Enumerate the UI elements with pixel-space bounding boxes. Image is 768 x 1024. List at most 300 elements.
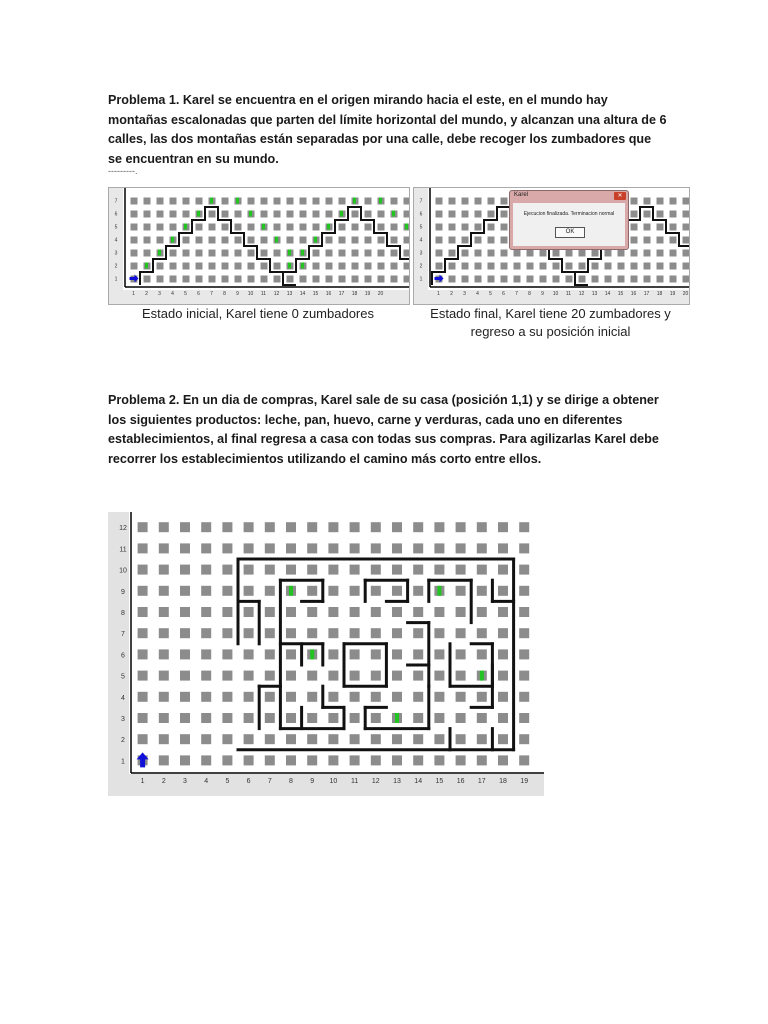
world-block (413, 522, 423, 532)
world-block (365, 237, 372, 244)
world-block (456, 671, 466, 681)
world-block (392, 692, 402, 702)
world-block (244, 565, 254, 575)
dialog-title: Karel (514, 192, 529, 198)
world-block (378, 211, 385, 218)
beeper (210, 198, 213, 204)
world-block (222, 198, 229, 205)
axis-x-label: 7 (267, 778, 272, 785)
world-block (391, 237, 398, 244)
world-block (519, 522, 529, 532)
world-block (244, 671, 254, 681)
world-block (138, 734, 148, 744)
world-block (392, 522, 402, 532)
world-block (434, 565, 444, 575)
world-block (235, 263, 242, 270)
world-block (501, 250, 508, 257)
world-block (244, 522, 254, 532)
world-block (131, 250, 138, 257)
world-block (391, 198, 398, 205)
world-block (404, 276, 410, 283)
world-block (413, 671, 423, 681)
world-block (456, 586, 466, 596)
beeper (480, 671, 484, 681)
world-block (498, 649, 508, 659)
world-block (274, 250, 281, 257)
world-block (527, 276, 534, 283)
world-block (307, 607, 317, 617)
axis-y-label: 7 (419, 198, 423, 205)
world-block (350, 607, 360, 617)
axis-y-label: 2 (114, 263, 118, 270)
axis-x-label: 9 (310, 778, 315, 785)
world-block (371, 734, 381, 744)
world-block (456, 522, 466, 532)
world-block (477, 543, 487, 553)
world-block (456, 649, 466, 659)
world-block (404, 237, 410, 244)
world-block (131, 224, 138, 231)
axis-gutter-left (414, 188, 428, 304)
world-block (378, 263, 385, 270)
world-block (644, 237, 651, 244)
axis-x-label: 13 (591, 291, 598, 297)
world-block (222, 522, 232, 532)
world-block (683, 224, 690, 231)
world-block (436, 237, 443, 244)
world-block (475, 224, 482, 231)
world-block (183, 263, 190, 270)
world-block (180, 565, 190, 575)
world-block (657, 276, 664, 283)
axis-x-label: 2 (145, 291, 148, 297)
world-block (553, 276, 560, 283)
world-block (371, 755, 381, 765)
world-block (488, 276, 495, 283)
world-block (514, 276, 521, 283)
world-block (683, 198, 690, 205)
world-block (159, 755, 169, 765)
world-block (514, 263, 521, 270)
world-block (180, 671, 190, 681)
world-block (413, 649, 423, 659)
world-block (449, 263, 456, 270)
world-block (413, 628, 423, 638)
beeper (288, 250, 291, 256)
world-block (350, 649, 360, 659)
world-block (300, 211, 307, 218)
axis-x-label: 1 (140, 778, 145, 785)
axis-x-label: 6 (246, 778, 251, 785)
world-block (540, 263, 547, 270)
axis-x-label: 4 (476, 291, 479, 297)
world-block (683, 250, 690, 257)
world-block (313, 198, 320, 205)
beeper (327, 224, 330, 230)
world-block (265, 543, 275, 553)
world-block (196, 198, 203, 205)
world-block (274, 224, 281, 231)
world-block (436, 198, 443, 205)
axis-x-label: 20 (377, 291, 384, 297)
world-block (657, 263, 664, 270)
world-block (159, 692, 169, 702)
world-block (261, 263, 268, 270)
world-block (519, 565, 529, 575)
world-block (462, 276, 469, 283)
axis-x-label: 19 (669, 291, 676, 297)
world-block (644, 211, 651, 218)
world-block (222, 211, 229, 218)
world-block (261, 198, 268, 205)
world-block (540, 250, 547, 257)
dialog-ok-button[interactable]: OK (555, 227, 585, 238)
axis-y-label: 4 (419, 237, 423, 244)
world-block (326, 198, 333, 205)
world-block (365, 224, 372, 231)
world-block (456, 628, 466, 638)
world-block (631, 198, 638, 205)
world-block (371, 586, 381, 596)
world-block (350, 586, 360, 596)
world-block (248, 263, 255, 270)
axis-y-label: 5 (114, 224, 118, 231)
world-block (392, 565, 402, 575)
beeper (395, 713, 399, 723)
world-block (248, 276, 255, 283)
world-block (670, 211, 677, 218)
world-block (670, 224, 677, 231)
world-block (488, 198, 495, 205)
beeper (405, 224, 408, 230)
world-block (477, 692, 487, 702)
world-block (456, 713, 466, 723)
beeper (184, 224, 187, 230)
world-block (477, 522, 487, 532)
world-block (201, 671, 211, 681)
world-block (235, 211, 242, 218)
world-block (413, 607, 423, 617)
world-block (183, 237, 190, 244)
world-block (449, 198, 456, 205)
world-block (307, 522, 317, 532)
world-block (287, 276, 294, 283)
world-block (352, 224, 359, 231)
axis-y-label: 1 (114, 276, 118, 283)
world-block (170, 263, 177, 270)
world-block (235, 250, 242, 257)
axis-x-label: 12 (273, 291, 280, 297)
world-block (235, 276, 242, 283)
axis-x-label: 16 (456, 778, 465, 785)
world-block (488, 237, 495, 244)
world-block (328, 607, 338, 617)
world-block (328, 755, 338, 765)
caption-initial: Estado inicial, Karel tiene 0 zumbadores (142, 306, 374, 321)
world-block (378, 250, 385, 257)
world-block (183, 198, 190, 205)
world-block (313, 250, 320, 257)
world-block (274, 211, 281, 218)
world-block (413, 734, 423, 744)
world-block (350, 628, 360, 638)
world-block (201, 543, 211, 553)
world-block (350, 734, 360, 744)
world-block (313, 263, 320, 270)
world-block (261, 276, 268, 283)
world-block (286, 692, 296, 702)
world-block (261, 211, 268, 218)
axis-x-label: 3 (463, 291, 466, 297)
world-block (157, 211, 164, 218)
world-block (392, 649, 402, 659)
world-block (313, 224, 320, 231)
world-block (196, 263, 203, 270)
axis-x-label: 14 (299, 291, 306, 297)
world-block (392, 755, 402, 765)
world-block (222, 755, 232, 765)
world-block (488, 250, 495, 257)
world-block (274, 263, 281, 270)
world-block (300, 198, 307, 205)
world-block (631, 237, 638, 244)
world-block (222, 649, 232, 659)
world-block (138, 692, 148, 702)
axis-y-label: 9 (121, 588, 125, 596)
world-block (352, 211, 359, 218)
world-block (456, 543, 466, 553)
world-block (618, 250, 625, 257)
axis-gutter-left (108, 512, 129, 796)
world-block (138, 649, 148, 659)
world-block (170, 211, 177, 218)
world-block (326, 237, 333, 244)
close-icon[interactable]: ✕ (614, 192, 626, 200)
world-block (326, 211, 333, 218)
world-block (287, 211, 294, 218)
axis-x-label: 18 (499, 778, 507, 785)
world-block (138, 713, 148, 723)
karel-world-initial (108, 187, 410, 305)
world-block (287, 237, 294, 244)
world-block (265, 734, 275, 744)
world-block (307, 671, 317, 681)
world-block (170, 224, 177, 231)
world-block (339, 224, 346, 231)
beeper (340, 211, 343, 217)
world-block (683, 237, 690, 244)
world-block (339, 237, 346, 244)
world-block (235, 224, 242, 231)
dialog-finished (509, 190, 629, 250)
beeper (310, 649, 314, 659)
world-block (131, 211, 138, 218)
world-block (328, 628, 338, 638)
world-block (170, 198, 177, 205)
world-block (365, 263, 372, 270)
world-block (209, 224, 216, 231)
world-block (519, 671, 529, 681)
world-block (434, 713, 444, 723)
world-block (592, 276, 599, 283)
world-block (618, 263, 625, 270)
world-block (222, 276, 229, 283)
world-block (519, 586, 529, 596)
world-block (413, 713, 423, 723)
axis-y-label: 1 (419, 276, 423, 283)
axis-x-label: 7 (210, 291, 213, 297)
world-block (391, 263, 398, 270)
world-block (170, 276, 177, 283)
world-block (434, 671, 444, 681)
world-block (519, 628, 529, 638)
world-block (371, 692, 381, 702)
world-block (159, 628, 169, 638)
world-block (477, 755, 487, 765)
beeper (288, 263, 291, 269)
world-block (475, 263, 482, 270)
world-block (222, 565, 232, 575)
world-block (501, 224, 508, 231)
beeper (314, 237, 317, 243)
world-block (592, 250, 599, 257)
world-block (196, 276, 203, 283)
world-block (434, 543, 444, 553)
world-block (498, 586, 508, 596)
world-block (644, 198, 651, 205)
problem-1-text: Problema 1. Karel se encuentra en el origen mirando hacia el este, en el mundo hay montañas escalonadas que parten del límite horizontal del mundo, y alcanzan una altura de 6 calles, las dos montañas están separadas por una calle, debe recoger los zumbadores que se encuentran en su mundo. (108, 93, 667, 166)
world-block (392, 543, 402, 553)
world-block (579, 276, 586, 283)
world-block (201, 522, 211, 532)
world-block (365, 276, 372, 283)
axis-x-label: 18 (351, 291, 358, 297)
world-block (392, 671, 402, 681)
world-block (519, 692, 529, 702)
world-block (657, 237, 664, 244)
world-block (436, 263, 443, 270)
axis-x-label: 19 (520, 778, 529, 785)
world-block (248, 237, 255, 244)
axis-x-label: 10 (247, 291, 254, 297)
world-block (307, 628, 317, 638)
world-block (287, 224, 294, 231)
world-block (244, 755, 254, 765)
axis-y-label: 12 (119, 525, 127, 533)
world-block (222, 628, 232, 638)
world-block (180, 543, 190, 553)
world-block (138, 628, 148, 638)
world-block (352, 276, 359, 283)
axis-x-label: 5 (184, 291, 187, 297)
axis-x-label: 16 (325, 291, 332, 297)
axis-x-label: 5 (489, 291, 492, 297)
axis-x-label: 11 (565, 291, 572, 297)
world-block (579, 263, 586, 270)
world-block (498, 607, 508, 617)
world-block (180, 734, 190, 744)
world-block (488, 224, 495, 231)
world-block (222, 734, 232, 744)
world-block (501, 263, 508, 270)
world-block (413, 543, 423, 553)
world-block (413, 586, 423, 596)
world-block (265, 649, 275, 659)
world-block (144, 198, 151, 205)
world-block (462, 250, 469, 257)
axis-x-label: 1 (437, 291, 440, 297)
world-block (339, 198, 346, 205)
world-block (180, 628, 190, 638)
world-block (631, 276, 638, 283)
world-block (498, 628, 508, 638)
world-block (475, 237, 482, 244)
beeper (262, 224, 265, 230)
axis-x-label: 4 (171, 291, 174, 297)
world-block (501, 276, 508, 283)
world-block (579, 250, 586, 257)
world-block (462, 263, 469, 270)
world-block (265, 522, 275, 532)
world-block (477, 586, 487, 596)
world-block (631, 211, 638, 218)
world-block (222, 671, 232, 681)
world-block (498, 734, 508, 744)
world-block (328, 586, 338, 596)
axis-x-label: 17 (643, 291, 650, 297)
axis-y-label: 7 (114, 198, 118, 205)
axis-x-label: 17 (477, 778, 486, 785)
axis-x-label: 4 (204, 778, 209, 785)
world-block (477, 713, 487, 723)
axis-x-label: 8 (528, 291, 531, 297)
world-block (434, 607, 444, 617)
beeper (301, 263, 304, 269)
world-block (209, 211, 216, 218)
world-block (456, 755, 466, 765)
world-block (328, 671, 338, 681)
world-block (519, 543, 529, 553)
axis-x-label: 20 (682, 291, 689, 297)
world-block (196, 237, 203, 244)
world-block (274, 198, 281, 205)
karel-world-final (413, 187, 690, 305)
world-block (670, 237, 677, 244)
world-block (501, 237, 508, 244)
world-block (180, 649, 190, 659)
axis-x-label: 3 (158, 291, 161, 297)
world-block (209, 263, 216, 270)
world-block (265, 755, 275, 765)
axis-y-label: 3 (114, 250, 118, 257)
world-block (183, 250, 190, 257)
axis-x-label: 14 (414, 778, 423, 785)
beeper (236, 198, 239, 204)
beeper (145, 263, 148, 269)
world-block (131, 198, 138, 205)
world-block (592, 263, 599, 270)
world-block (462, 211, 469, 218)
axis-x-label: 6 (197, 291, 200, 297)
world-block (244, 734, 254, 744)
world-block (209, 250, 216, 257)
world-block (286, 628, 296, 638)
axis-y-label: 10 (119, 567, 127, 575)
world-block (286, 565, 296, 575)
world-block (313, 276, 320, 283)
axis-y-label: 5 (121, 673, 125, 681)
axis-x-label: 15 (312, 291, 319, 297)
